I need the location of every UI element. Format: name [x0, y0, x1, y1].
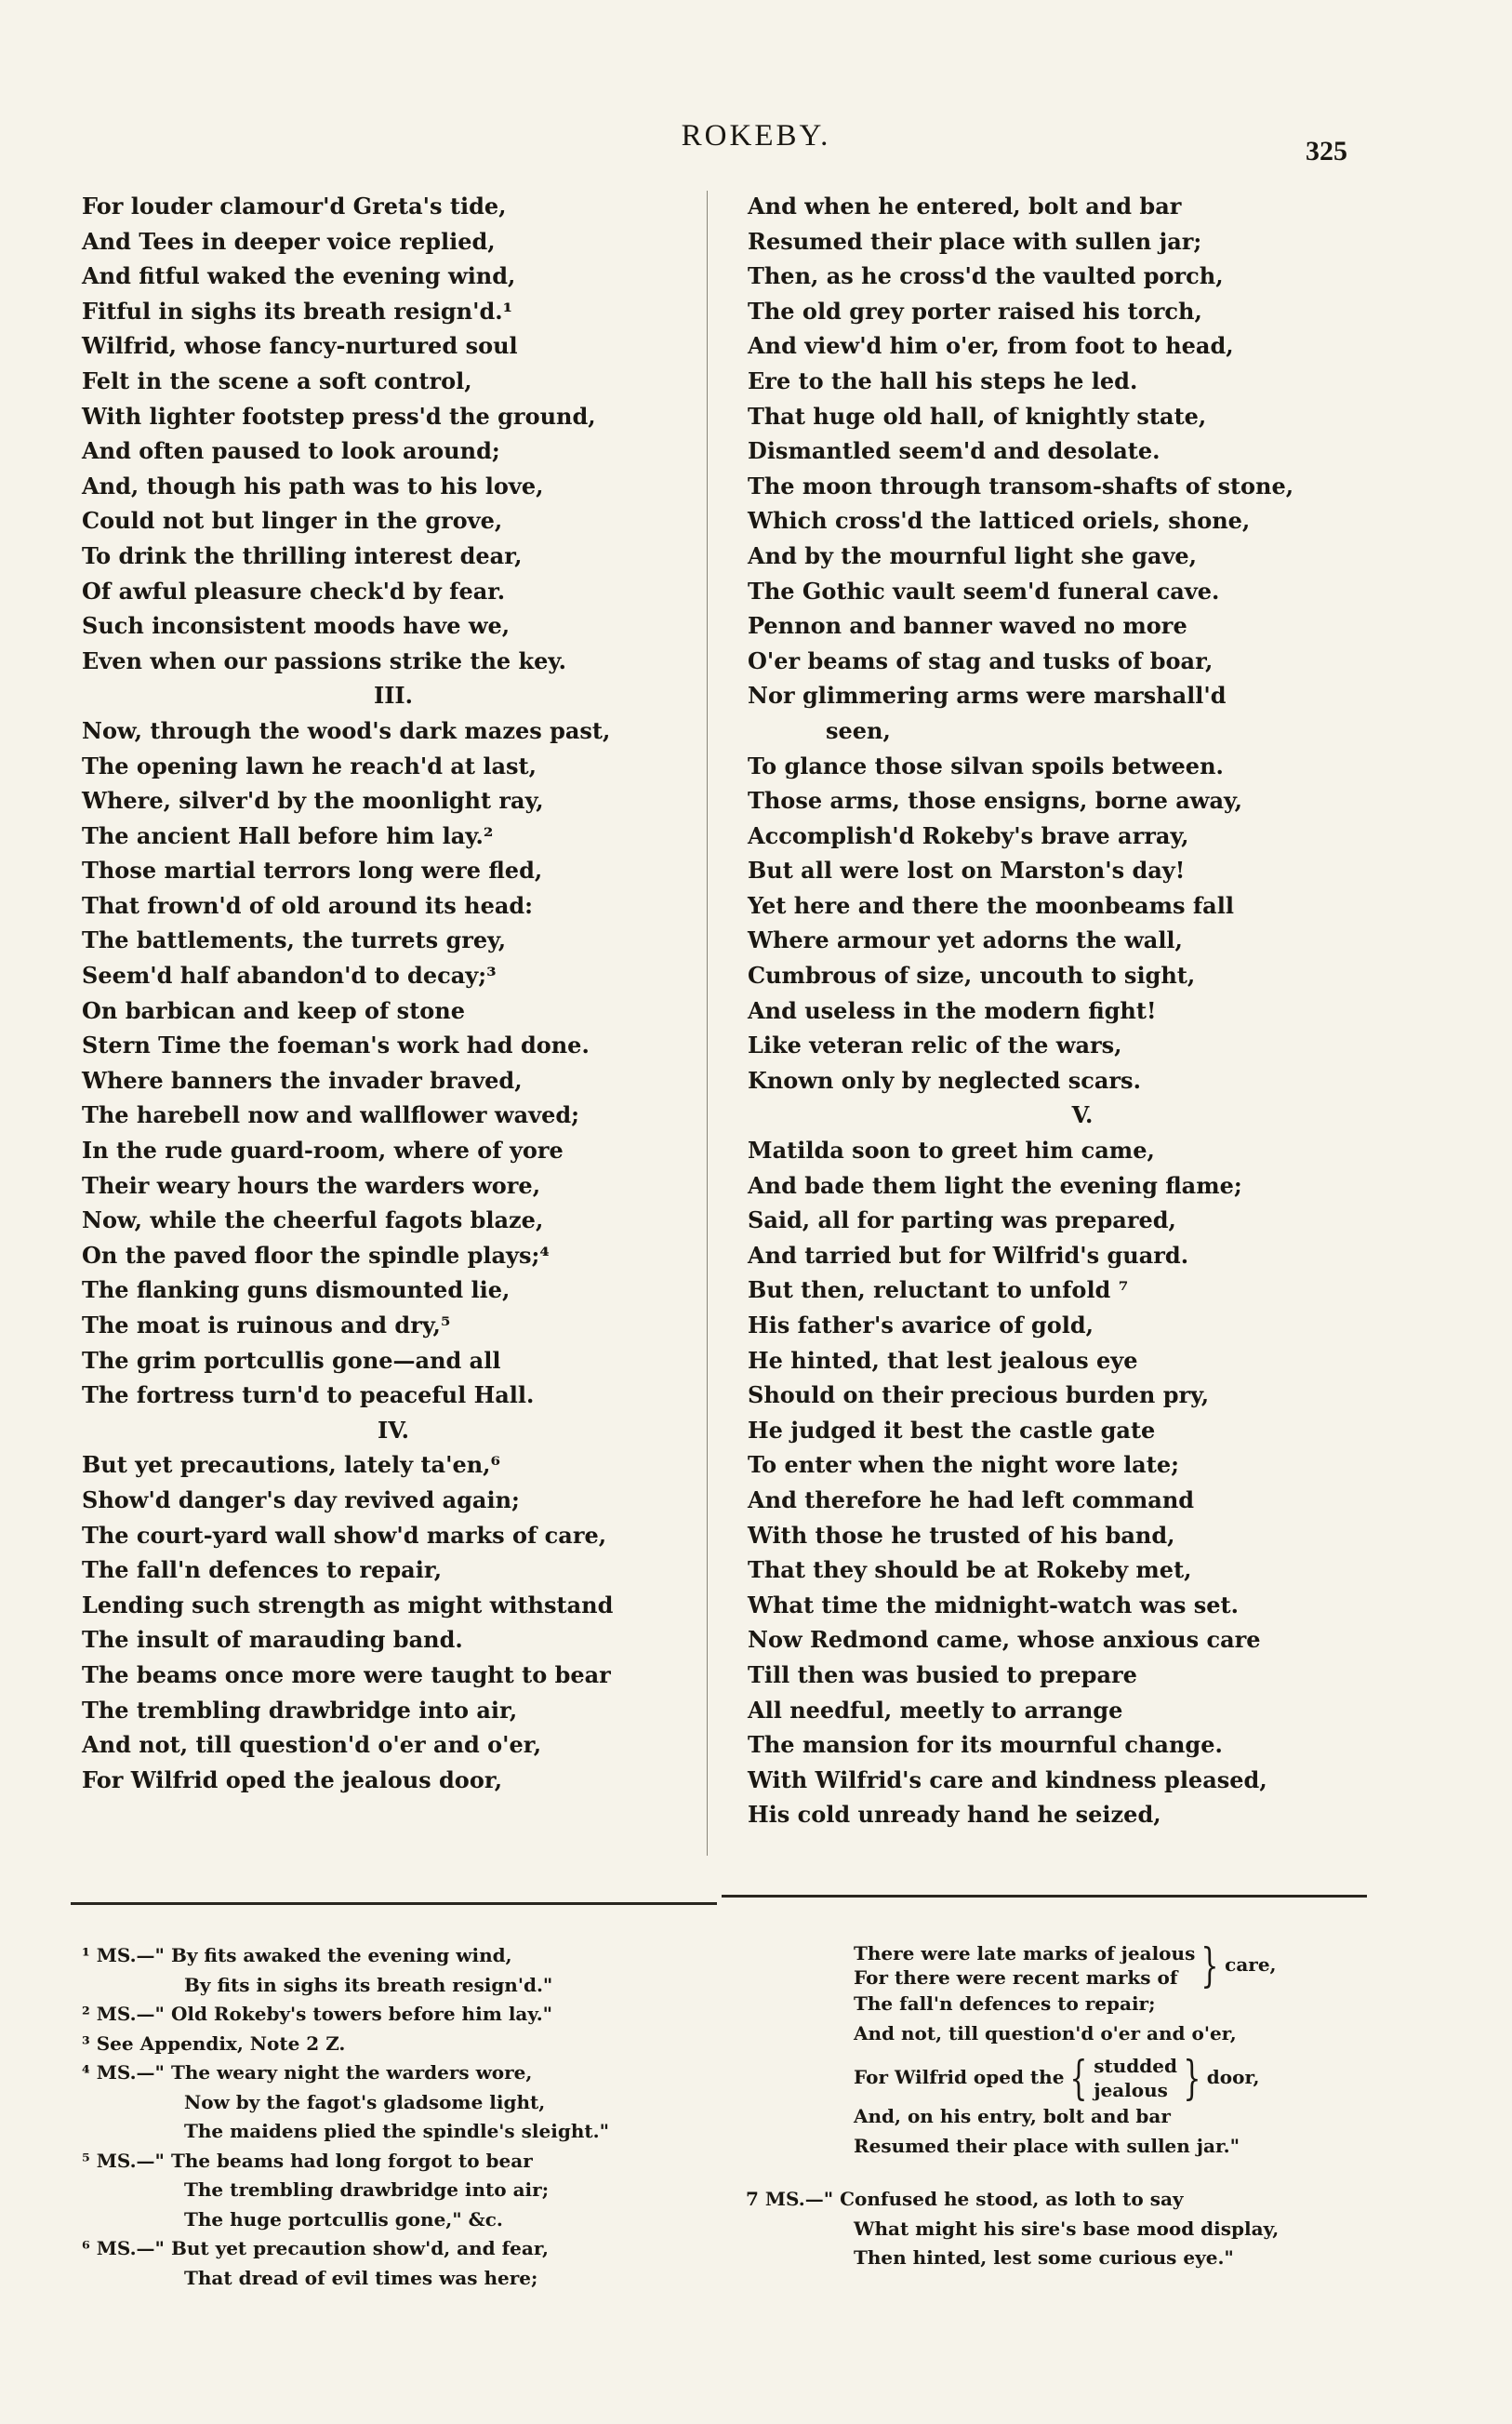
stanza-number: V. [1071, 1101, 1094, 1129]
footnote-line: For Wilfrid oped the [854, 2066, 1065, 2089]
footnote: ³ See Appendix, Note 2 Z. [82, 2031, 346, 2055]
footnote: ¹ MS.—" By fits awaked the evening wind, [82, 1944, 512, 1966]
footnote-7: 7 MS.—" Confused he stood, as loth to say [746, 2188, 1184, 2210]
verse-line: And view'd him o'er, from foot to head, [748, 332, 1234, 360]
verse-line: And not, till question'd o'er and o'er, [82, 1731, 542, 1759]
verse-line: Seem'd half abandon'd to decay;³ [82, 962, 497, 990]
verse-line: The Gothic vault seem'd funeral cave. [748, 577, 1220, 605]
footnote-brace-care [746, 1938, 1277, 1992]
verse-line: Which cross'd the latticed oriels, shone, [748, 507, 1251, 535]
verse-line: And therefore he had left command [748, 1485, 1195, 1513]
verse-line: The grim portcullis gone—and all [82, 1346, 501, 1374]
verse-line: Said, all for parting was prepared, [748, 1206, 1176, 1234]
footnote-line: The trembling drawbridge into air; [184, 2178, 550, 2201]
footnote-rule-left [71, 1902, 717, 1905]
column-divider [707, 191, 708, 1856]
verse-line: Those arms, those ensigns, borne away, [748, 787, 1243, 815]
verse-line: Show'd danger's day revived again; [82, 1485, 520, 1513]
footnote: ⁵ MS.—" The beams had long forgot to bear [82, 2149, 533, 2172]
verse-line: Fitful in sighs its breath resign'd.¹ [82, 297, 513, 325]
verse-line: His cold unready hand he seized, [748, 1801, 1161, 1829]
verse-line: The fall'n defences to repair, [82, 1556, 443, 1584]
verse-line: Dismantled seem'd and desolate. [748, 437, 1161, 465]
footnote-word: jealous [1094, 2079, 1168, 2101]
verse-line: And tarried but for Wilfrid's guard. [748, 1241, 1189, 1269]
verse-line: And Tees in deeper voice replied, [82, 227, 496, 255]
verse-line: The beams once more were taught to bear [82, 1660, 611, 1688]
footnote-line: And not, till question'd o'er and o'er, [854, 2021, 1237, 2044]
verse-line: The battlements, the turrets grey, [82, 926, 507, 954]
verse-line: O'er beams of stag and tusks of boar, [748, 646, 1214, 674]
verse-line: The insult of marauding band. [82, 1626, 463, 1654]
verse-line: The moon through transom-shafts of stone, [748, 472, 1294, 499]
verse-line: For louder clamour'd Greta's tide, [82, 193, 507, 220]
verse-line: seen, [826, 716, 891, 744]
verse-line: With lighter footstep press'd the ground, [82, 402, 596, 430]
verse-line: Even when our passions strike the key. [82, 646, 566, 674]
verse-line: To drink the thrilling interest dear, [82, 541, 523, 569]
verse-line: To enter when the night wore late; [748, 1451, 1179, 1479]
verse-line: The opening lawn he reach'd at last, [82, 752, 537, 779]
verse-line: On the paved floor the spindle plays;⁴ [82, 1241, 550, 1269]
footnote-line: Resumed their place with sullen jar." [854, 2134, 1240, 2157]
verse-line: He hinted, that lest jealous eye [748, 1346, 1138, 1374]
footnote: ² MS.—" Old Rokeby's towers before him lay." [82, 2003, 553, 2025]
footnotes-left [82, 1941, 686, 2293]
verse-line: What time the midnight-watch was set. [748, 1591, 1239, 1618]
verse-line: The moat is ruinous and dry,⁵ [82, 1312, 451, 1339]
verse-line: He judged it best the castle gate [748, 1416, 1156, 1444]
verse-line: But then, reluctant to unfold ⁷ [748, 1276, 1129, 1304]
verse-line: Now, while the cheerful fagots blaze, [82, 1206, 544, 1234]
verse-line: And bade them light the evening flame; [748, 1171, 1242, 1199]
verse-line: All needful, meetly to arrange [748, 1696, 1123, 1724]
verse-line: The fortress turn'd to peaceful Hall. [82, 1381, 535, 1409]
verse-line: And often paused to look around; [82, 437, 500, 465]
left-brace-glyph: { [1069, 2051, 1088, 2105]
right-brace-glyph: } [1183, 2051, 1201, 2105]
footnote-line: For there were recent marks of [854, 1966, 1178, 1989]
poem-column-left [82, 189, 705, 1797]
verse-line: Resumed their place with sullen jar; [748, 227, 1202, 255]
verse-line: Cumbrous of size, uncouth to sight, [748, 962, 1196, 990]
right-brace-glyph: } [1200, 1938, 1219, 1992]
footnote-line: The maidens plied the spindle's sleight." [184, 2120, 609, 2142]
verse-line: Then, as he cross'd the vaulted porch, [748, 262, 1224, 290]
verse-line: Wilfrid, whose fancy-nurtured soul [82, 332, 518, 360]
poem-column-right [748, 189, 1417, 1832]
verse-line: The flanking guns dismounted lie, [82, 1276, 511, 1304]
verse-line: Ere to the hall his steps he led. [748, 366, 1138, 394]
footnotes-right [746, 1939, 1397, 2273]
verse-line: Stern Time the foeman's work had done. [82, 1032, 590, 1059]
footnote-line: Then hinted, lest some curious eye." [854, 2246, 1234, 2269]
verse-line: Nor glimmering arms were marshall'd [748, 682, 1227, 710]
verse-line: Their weary hours the warders wore, [82, 1171, 541, 1199]
footnote-line: By fits in sighs its breath resign'd." [184, 1973, 553, 1996]
footnote-word: door, [1206, 2066, 1260, 2089]
verse-line: Yet here and there the moonbeams fall [748, 891, 1234, 919]
footnote-line: Now by the fagot's gladsome light, [184, 2090, 546, 2113]
verse-line: Now Redmond came, whose anxious care [748, 1626, 1261, 1654]
footnote-line: The fall'n defences to repair; [854, 1992, 1156, 2015]
verse-line: Of awful pleasure check'd by fear. [82, 577, 506, 605]
verse-line: Felt in the scene a soft control, [82, 366, 472, 394]
verse-line: His father's avarice of gold, [748, 1312, 1094, 1339]
verse-line: Pennon and banner waved no more [748, 612, 1187, 640]
verse-line: Accomplish'd Rokeby's brave array, [748, 821, 1189, 849]
verse-line: For Wilfrid oped the jealous door, [82, 1765, 503, 1793]
footnote: ⁴ MS.—" The weary night the warders wore, [82, 2061, 533, 2084]
verse-line: Now, through the wood's dark mazes past, [82, 716, 611, 744]
verse-line: Could not but linger in the grove, [82, 507, 503, 535]
footnote-word: studded [1094, 2055, 1177, 2077]
verse-line: Such inconsistent moods have we, [82, 612, 511, 640]
verse-line: Those martial terrors long were fled, [82, 857, 543, 885]
footnote-line: The huge portcullis gone," &c. [184, 2207, 503, 2231]
verse-line: That frown'd of old around its head: [82, 891, 534, 919]
verse-line: The old grey porter raised his torch, [748, 297, 1202, 325]
footnote-line: There were late marks of jealous [854, 1942, 1196, 1965]
verse-line: Lending such strength as might withstand [82, 1591, 614, 1618]
running-head-title: ROKEBY. [681, 119, 831, 153]
verse-line: Like veteran relic of the wars, [748, 1032, 1122, 1059]
verse-line: The court-yard wall show'd marks of care, [82, 1521, 607, 1549]
verse-line: With those he trusted of his band, [748, 1521, 1175, 1549]
verse-line: Known only by neglected scars. [748, 1066, 1141, 1094]
footnote-word: care, [1225, 1953, 1277, 1977]
verse-line: Where armour yet adorns the wall, [748, 926, 1183, 954]
verse-line: In the rude guard-room, where of yore [82, 1137, 564, 1165]
verse-line: But yet precautions, lately ta'en,⁶ [82, 1451, 501, 1479]
verse-line: On barbican and keep of stone [82, 996, 466, 1024]
verse-line: Where banners the invader braved, [82, 1066, 523, 1094]
verse-line: The ancient Hall before him lay.² [82, 821, 494, 849]
verse-line: With Wilfrid's care and kindness pleased, [748, 1765, 1267, 1793]
page-number: 325 [1306, 136, 1347, 166]
stanza-number: III. [373, 682, 414, 710]
stanza-number: IV. [377, 1416, 409, 1444]
verse-line: And by the mournful light she gave, [748, 541, 1198, 569]
verse-line: And fitful waked the evening wind, [82, 262, 516, 290]
footnote-line: What might his sire's base mood display, [854, 2217, 1280, 2240]
verse-line: That huge old hall, of knightly state, [748, 402, 1207, 430]
verse-line: The mansion for its mournful change. [748, 1731, 1223, 1759]
verse-line: And when he entered, bolt and bar [748, 193, 1182, 220]
verse-line: But all were lost on Marston's day! [748, 857, 1186, 885]
verse-line: The trembling drawbridge into air, [82, 1696, 518, 1724]
verse-line: And, though his path was to his love, [82, 472, 544, 499]
verse-line: That they should be at Rokeby met, [748, 1556, 1192, 1584]
verse-line: To glance those silvan spoils between. [748, 752, 1224, 779]
verse-line: Matilda soon to greet him came, [748, 1137, 1155, 1165]
verse-line: Should on their precious burden pry, [748, 1381, 1210, 1409]
footnote: ⁶ MS.—" But yet precaution show'd, and fear, [82, 2237, 549, 2259]
footnote-rule-right [722, 1895, 1367, 1898]
verse-line: The harebell now and wallflower waved; [82, 1101, 579, 1129]
footnote-line: And, on his entry, bolt and bar [854, 2105, 1171, 2127]
footnote-brace-door [746, 2051, 1260, 2105]
verse-line: And useless in the modern fight! [748, 996, 1157, 1024]
footnote-line: That dread of evil times was here; [184, 2266, 538, 2289]
verse-line: Till then was busied to prepare [748, 1660, 1137, 1688]
verse-line: Where, silver'd by the moonlight ray, [82, 787, 544, 815]
